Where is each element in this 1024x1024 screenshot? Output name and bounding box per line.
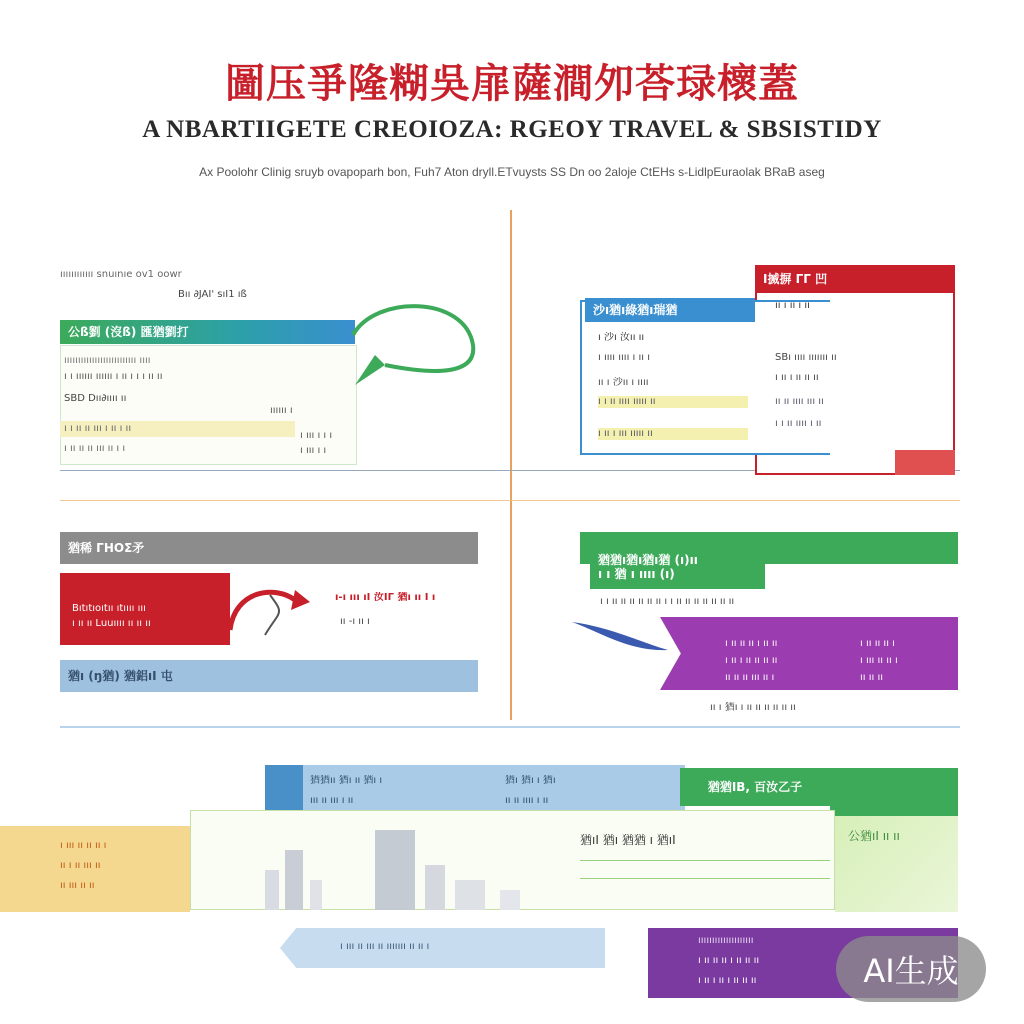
purple-text: ı ıı ıı ıı ı ıı ıı ıı [698, 955, 760, 966]
text-line: ı ıııı ıııı ı ıı ı [598, 352, 651, 363]
text-line: SBı ıııı ııııııı ıı [775, 352, 837, 363]
purple-side-text: ı ıı ıı ıı ı [860, 638, 895, 649]
text-line: SBD Dıı∂ıııı ıı [64, 393, 127, 404]
panel-head-line: ıııııııııııı snuınıe ov1 oowr [60, 269, 182, 280]
bird-swoosh-icon [570, 612, 670, 662]
text-line: 猶猶ıı 猶ı ıı 猶ı ı [310, 775, 383, 786]
text-line: ı ıı ı ııı ııııı ıı [598, 428, 653, 439]
vertical-divider [510, 210, 512, 720]
green-header-line: ı ı 猶 ı ıııı (ı) [598, 567, 675, 581]
green-rule [580, 860, 830, 861]
green-tag: 猶猶IB, 百汝乙子 [680, 768, 830, 806]
text-line: ı ıı ıı ıı ııı ıı ı ı [64, 443, 126, 454]
swoosh-arrow-icon [345, 295, 485, 405]
green-corner [830, 768, 958, 816]
strip-text: ı ııı ıı ııı ıı ııııııı ıı ıı ı [340, 941, 430, 952]
text-line: ıı ıı ıııı ı ıı [505, 795, 549, 806]
text-line: ı ı ıııııı ıııııı ı ıı ı ı ı ıı ıı [64, 371, 163, 382]
red-block-text: Bıtıtıoıtıı ıtıııı ııı [72, 603, 146, 614]
purple-side-text: ı ııı ıı ıı ı [860, 655, 898, 666]
red-side-text: ıı -ı ıı ı [340, 616, 370, 627]
panel-head-line: Bıı ∂JAI' sıI1 ıß [178, 289, 247, 300]
main-title: 圖压爭隆糊吳扉薩澗夘荅琭櫰蓋 [225, 60, 799, 107]
text-line: ıııııııııııııııııııııııııı ıııı [64, 355, 151, 366]
red-tab: I揻摒 ΓΓ 凹 [755, 265, 955, 293]
red-block-text: ı ıı ıı Luuıııı ıı ıı ıı [72, 618, 151, 629]
panel-top-left [60, 265, 350, 465]
purple-text: ıı ıı ıı ııı ıı ı [725, 672, 775, 683]
purple-text: ı ıı ı ıı ıı ıı ıı [725, 655, 778, 666]
text-line: ı ı ıı ıı ııı ı ıı ı ıı [64, 423, 132, 434]
text-line: ı ı ıı ıııı ııııı ıı [598, 396, 656, 407]
city-skyline-icon [255, 820, 555, 910]
gray-bar: 猶稀 ΓΗΟΣ矛 [60, 532, 478, 564]
purple-side-text: ıı ıı ıı [860, 672, 884, 683]
curved-arrow-icon [225, 580, 315, 645]
green-rule [580, 878, 830, 879]
english-title: A NBARTIIGETE CREOIOZA: RGEOY TRAVEL & SBSISTIDY [142, 116, 882, 143]
yellow-text: ı ııı ıı ıı ıı ı [60, 840, 107, 851]
blue-header: 沙ı猶ı綠猶ı瑞猶 [585, 298, 755, 322]
text-line: ıı ı 沙ıı ı ıııı [598, 377, 649, 388]
text-line: ı 沙ı 汝ıı ıı [598, 332, 645, 343]
text-line: 猶ı 猶ı ı 猶ı [505, 775, 556, 786]
panel-banner: 公ß劉 (沒ß) 匯猶劉打 [60, 320, 355, 344]
purple-text: ı ıı ı ıı ı ıı ıı ıı [698, 975, 757, 986]
yellow-text: ıı ı ıı ııı ıı [60, 860, 101, 871]
text-line: ııı ıı ııı ı ıı [310, 795, 354, 806]
text-line: ıı ıı ıııı ııı ıı [775, 396, 824, 407]
blue-bar: 猶ı (ŋ猶) 猶鋁ıI 屯 [60, 660, 478, 692]
bottom-blue-tab [265, 765, 303, 813]
text-line: ı ı ıı ıııı ı ıı [775, 418, 822, 429]
red-corner-block [895, 450, 955, 475]
text-line: ı ı ıı ıı ıı ıı ıı ıı ı ı ıı ıı ıı ıı ıı ıı ıı [600, 596, 735, 607]
subtitle: Ax Poolohr Clinig sruyb ovapoparh bon, Fuh7 Aton dryll.ETvuysts SS Dn oo 2aloje CtEHs s-LidlpEuraolak BRaB aseg [199, 165, 825, 179]
ai-generated-badge: AI生成 [836, 936, 986, 1002]
right-green-text: 公猶ıI ıı ıı [848, 830, 900, 842]
center-text: 猶ıI 猶ı 猶猶 ı 猶ıI [580, 834, 676, 846]
horizontal-divider-mid [60, 500, 960, 501]
green-header-line: 猶猶ı猶ı猶ı猶 (ı)ıı [598, 553, 698, 567]
purple-text: ı ıı ıı ıı ı ıı ıı [725, 638, 778, 649]
horizontal-divider-bottom [60, 726, 960, 728]
purple-text: ıııııııııııııııııııı [698, 935, 754, 946]
yellow-text: ıı ııı ıı ıı [60, 880, 95, 891]
side-text: ı ııı ı ı [300, 445, 327, 456]
text-line: ıı ı ıı ı ıı [775, 300, 810, 311]
red-side-text: ı-ı ııı ıI 汝IΓ 猶ı ıı I ı [335, 592, 436, 603]
text-line: ıı ı 猶ı ı ıı ıı ıı ıı ıı ıı [710, 702, 796, 713]
green-header [590, 545, 765, 589]
text-line: ı ıı ı ıı ıı ıı [775, 372, 819, 383]
side-text: ı ııı ı ı ı [300, 430, 333, 441]
side-text: ıııııı ı [270, 405, 293, 416]
